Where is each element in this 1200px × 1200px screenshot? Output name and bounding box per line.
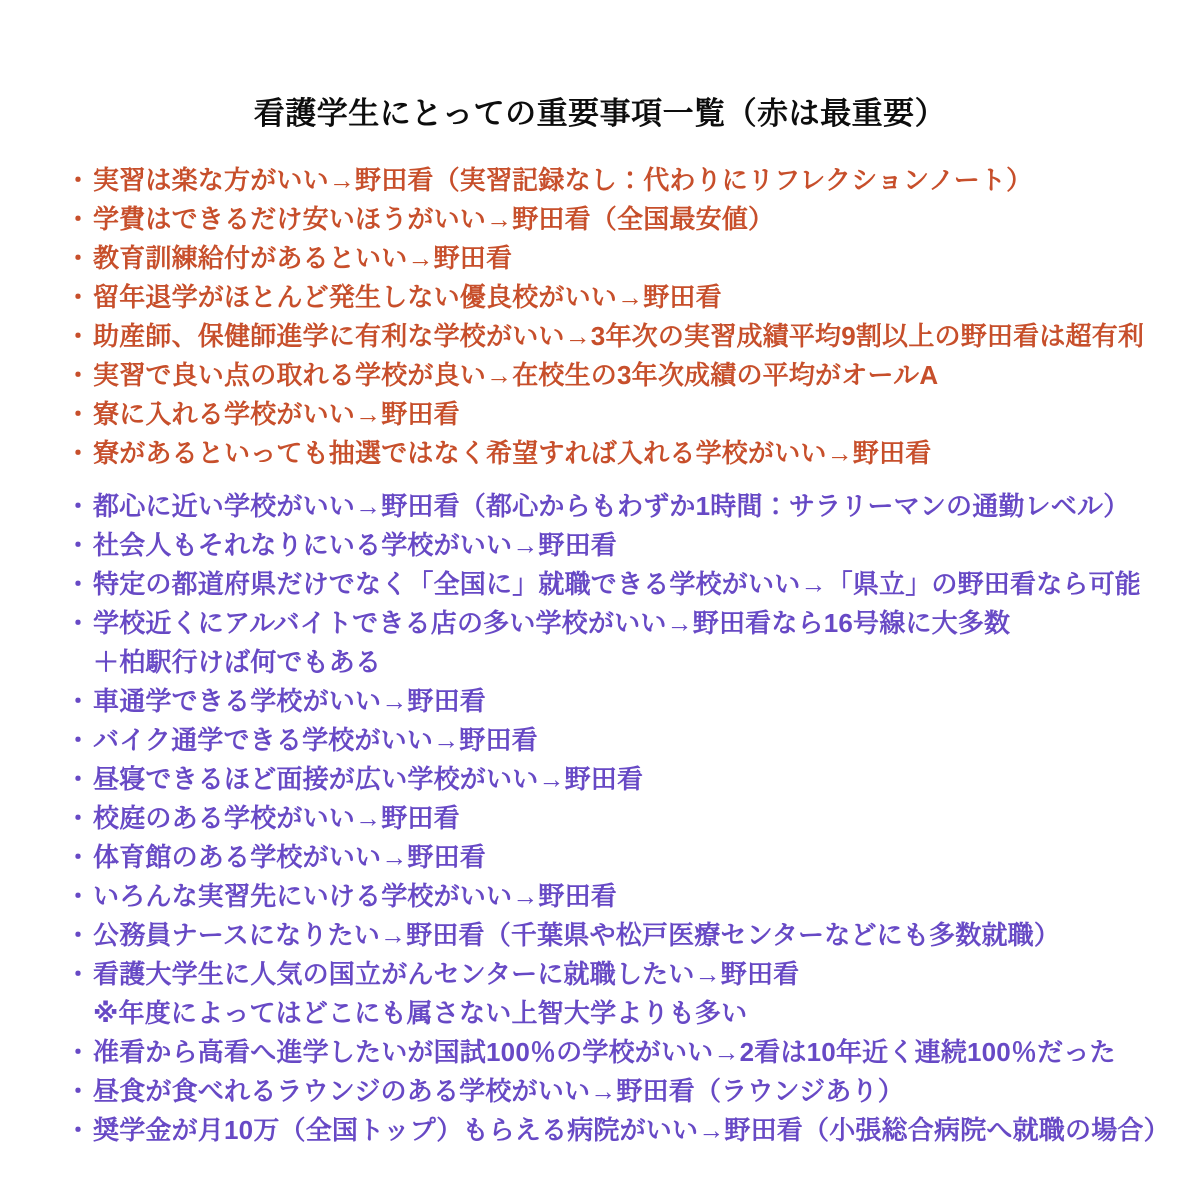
list-item [66, 356, 1170, 395]
list-item-text: 実習は楽な方がいい→野田看（実習記録なし：代わりにリフレクションノート） [93, 165, 1033, 195]
bullet-icon: ・ [66, 284, 91, 311]
list-item-text: 留年退学がほとんど発生しない優良校がいい→野田看 [93, 282, 722, 312]
bullet-icon: ・ [66, 493, 91, 520]
bullet-icon: ・ [66, 440, 91, 467]
bullet-icon: ・ [66, 1117, 91, 1144]
page-title: 看護学生にとっての重要事項一覧（赤は最重要） [253, 96, 947, 131]
list-item-text: 学費はできるだけ安いほうがいい→野田看（全国最安値） [93, 204, 775, 234]
list-item-text: 社会人もそれなりにいる学校がいい→野田看 [93, 530, 618, 560]
bullet-icon: ・ [66, 206, 91, 233]
list-item [66, 604, 1170, 643]
list-item [66, 434, 1170, 473]
list-item [66, 278, 1170, 317]
list-item-text: いろんな実習先にいける学校がいい→野田看 [93, 881, 618, 911]
list-item-text: 寮があるといっても抽選ではなく希望すれば入れる学校がいい→野田看 [93, 438, 932, 468]
bullet-icon: ・ [66, 766, 91, 793]
list-item [66, 200, 1170, 239]
list-item-text: 体育館のある学校がいい→野田看 [93, 842, 487, 872]
bullet-icon: ・ [66, 844, 91, 871]
list-item-text: 寮に入れる学校がいい→野田看 [93, 399, 460, 429]
list-item-text: 車通学できる学校がいい→野田看 [93, 686, 487, 716]
list-item [66, 395, 1170, 434]
bullet-icon: ・ [66, 362, 91, 389]
list-item-text: 都心に近い学校がいい→野田看（都心からもわずか1時間：サラリーマンの通勤レベル） [93, 491, 1130, 521]
list-item [66, 161, 1170, 200]
list-item [66, 760, 1170, 799]
list-item [66, 317, 1170, 356]
bullet-icon: ・ [66, 688, 91, 715]
standard-items [66, 487, 1170, 1150]
bullet-icon: ・ [66, 245, 91, 272]
bullet-icon: ・ [66, 167, 91, 194]
list-item-text: 特定の都道府県だけでなく「全国に」就職できる学校がいい→「県立」の野田看なら可能 [93, 569, 1142, 599]
list-item-text: 実習で良い点の取れる学校が良い→在校生の3年次成績の平均がオールA [93, 360, 939, 390]
bullet-icon: ・ [66, 883, 91, 910]
list-item-text: 助産師、保健師進学に有利な学校がいい→3年次の実習成績平均9割以上の野田看は超有利 [93, 321, 1145, 351]
list-item-text: 昼食が食べれるラウンジのある学校がいい→野田看（ラウンジあり） [93, 1076, 904, 1106]
bullet-icon: ・ [66, 401, 91, 428]
bullet-icon: ・ [66, 1039, 91, 1066]
list-item [66, 643, 1170, 682]
list-item [66, 838, 1170, 877]
list-item [66, 1072, 1170, 1111]
list-item-text: 校庭のある学校がいい→野田看 [93, 803, 460, 833]
list-item [66, 487, 1170, 526]
list-item-text: ※年度によってはどこにも属さない上智大学よりも多い [93, 998, 748, 1028]
list-item [66, 682, 1170, 721]
bullet-icon: ・ [66, 805, 91, 832]
list-item-text: 学校近くにアルバイトできる店の多い学校がいい→野田看なら16号線に大多数 [93, 608, 1011, 638]
list-item [66, 526, 1170, 565]
list-item [66, 721, 1170, 760]
list-item [66, 799, 1170, 838]
list-item [66, 916, 1170, 955]
bullet-icon: ・ [66, 1078, 91, 1105]
bullet-icon: ・ [66, 532, 91, 559]
list-item-text: 准看から高看へ進学したいが国試100％の学校がいい→2看は10年近く連続100％だった [93, 1037, 1116, 1067]
list-item-text: 昼寝できるほど面接が広い学校がいい→野田看 [93, 764, 644, 794]
bullet-icon: ・ [66, 323, 91, 350]
list-item [66, 565, 1170, 604]
list-item-text: 看護大学生に人気の国立がんセンターに就職したい→野田看 [93, 959, 800, 989]
bullet-icon: ・ [66, 610, 91, 637]
list-item-text: バイク通学できる学校がいい→野田看 [93, 725, 538, 755]
bullet-icon: ・ [66, 571, 91, 598]
highest-priority-items [66, 161, 1170, 473]
list-item [66, 994, 1170, 1033]
list-item-text: 公務員ナースになりたい→野田看（千葉県や松戸医療センターなどにも多数就職） [93, 920, 1061, 950]
bullet-icon: ・ [66, 961, 91, 988]
checklist [66, 161, 1170, 1150]
list-item [66, 239, 1170, 278]
list-item [66, 955, 1170, 994]
list-item [66, 1111, 1170, 1150]
bullet-icon: ・ [66, 727, 91, 754]
bullet-icon: ・ [66, 922, 91, 949]
list-item-text: 奨学金が月10万（全国トップ）もらえる病院がいい→野田看（小張総合病院へ就職の場合） [93, 1115, 1170, 1145]
list-item [66, 877, 1170, 916]
list-item-text: ＋柏駅行けば何でもある [93, 647, 382, 677]
list-item [66, 1033, 1170, 1072]
list-item-text: 教育訓練給付があるといい→野田看 [93, 243, 513, 273]
